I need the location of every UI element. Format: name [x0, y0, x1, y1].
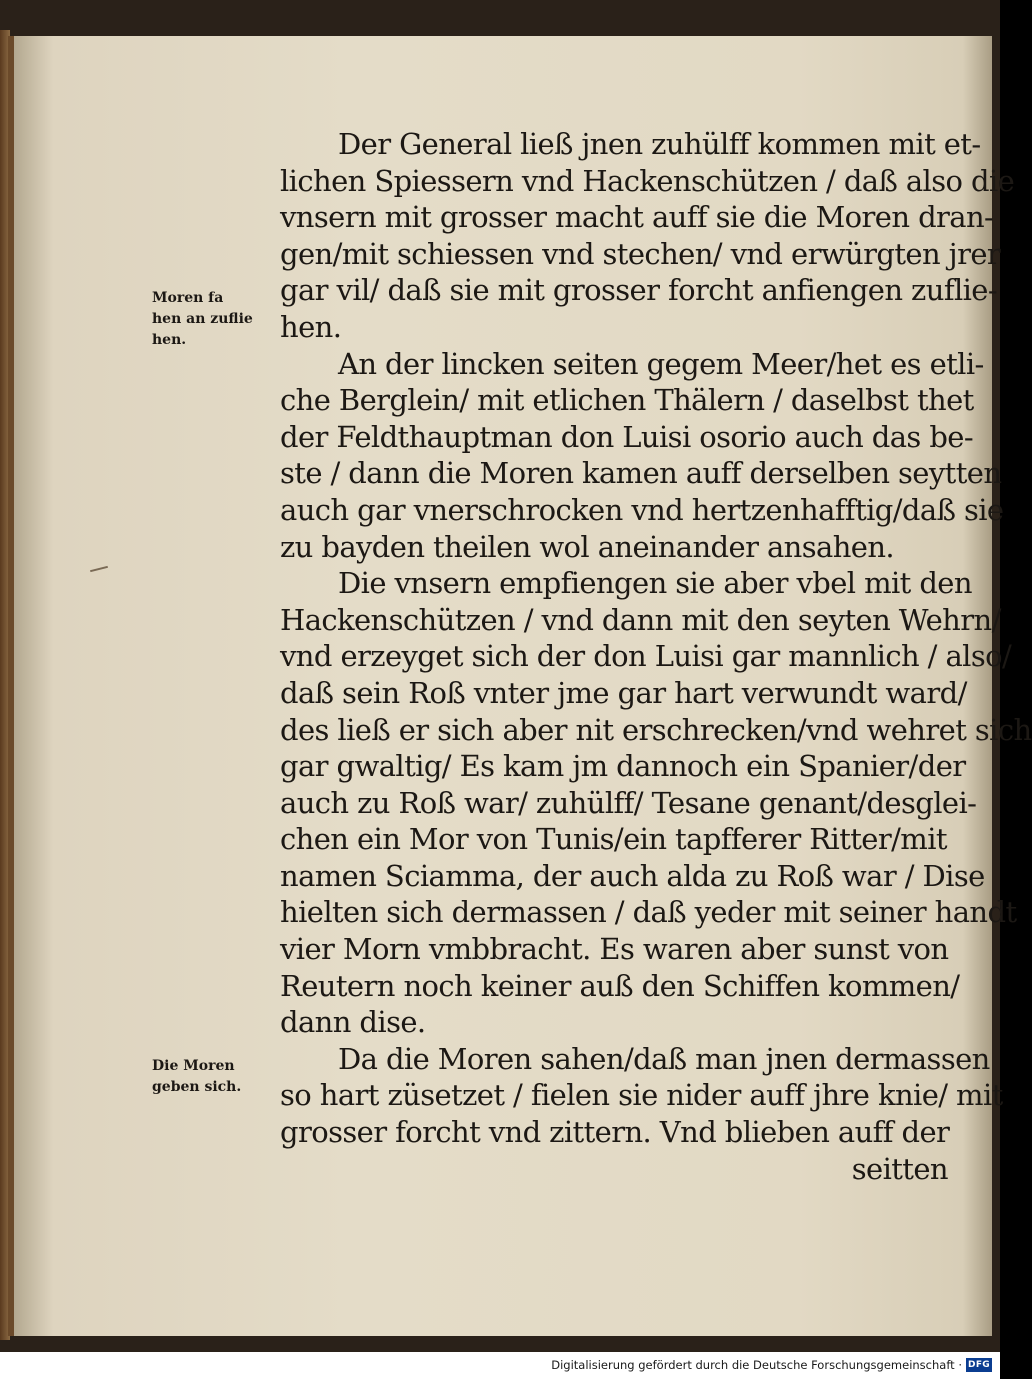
text-line: auch zu Roß war/ zuhülff/ Tesane genant/desglei-	[280, 785, 977, 820]
text-line: der Feldthauptman don Luisi osorio auch das be-	[280, 419, 974, 454]
text-line: daß sein Roß vnter jme gar hart verwundt ward/	[280, 675, 967, 710]
marginal-note-line: hen an zuflie	[152, 311, 253, 327]
text-line: so hart züsetzet / fielen sie nider auff jhre knie/ mit	[280, 1078, 1003, 1113]
text-line: zu bayden theilen wol aneinander ansahen.	[280, 529, 895, 564]
page-text	[280, 126, 1032, 1187]
text-line: dann dise.	[280, 1005, 426, 1040]
marginal-note	[152, 288, 253, 351]
text-line: Die vnsern empfiengen sie aber vbel mit den	[338, 566, 972, 601]
text-line: grosser forcht vnd zittern. Vnd blieben auff der	[280, 1115, 950, 1150]
marginal-note-line: Moren fa	[152, 290, 224, 306]
text-line: gar vil/ daß sie mit grosser forcht anfiengen zuflie-	[280, 273, 998, 308]
text-line: gen/mit schiessen vnd stechen/ vnd erwürgten jrer	[280, 236, 1001, 271]
text-line: namen Sciamma, der auch alda zu Roß war / Dise	[280, 858, 985, 893]
text-line: hielten sich dermassen / daß yeder mit seiner handt	[280, 895, 1017, 930]
marginal-note-line: Die Moren	[152, 1058, 235, 1074]
text-line: vnd erzeyget sich der don Luisi gar mannlich / also/	[280, 639, 1012, 674]
footer-bar	[0, 1352, 1000, 1379]
text-line: chen ein Mor von Tunis/ein tapfferer Ritter/mit	[280, 822, 947, 857]
catchword: seitten	[851, 1151, 948, 1186]
marginal-note-line: geben sich.	[152, 1079, 242, 1095]
text-line: lichen Spiessern vnd Hackenschützen / daß also die	[280, 163, 1015, 198]
text-line: des ließ er sich aber nit erschrecken/vnd wehret sich	[280, 712, 1032, 747]
text-line: auch gar vnerschrocken vnd hertzenhafftig/daß sie	[280, 492, 1004, 527]
marginal-note	[152, 1056, 241, 1098]
text-line: An der lincken seiten gegem Meer/het es etli-	[338, 346, 984, 381]
text-line: Der General ließ jnen zuhülff kommen mit et-	[338, 127, 981, 161]
text-line: Da die Moren sahen/daß man jnen dermassen	[338, 1041, 990, 1076]
text-line: vier Morn vmbbracht. Es waren aber sunst von	[280, 932, 949, 967]
footer-credit: Digitalisierung gefördert durch die Deutsche Forschungsgemeinschaft ·	[551, 1358, 962, 1372]
dfg-logo: DFG	[966, 1358, 992, 1372]
text-line: che Berglein/ mit etlichen Thälern / daselbst thet	[280, 383, 974, 418]
text-line: vnsern mit grosser macht auff sie die Moren dran-	[280, 200, 994, 235]
text-line: hen.	[280, 309, 342, 344]
text-line: Reutern noch keiner auß den Schiffen kommen/	[280, 968, 960, 1003]
text-line: Hackenschützen / vnd dann mit den seyten Wehrn/	[280, 602, 1001, 637]
marginal-note-line: hen.	[152, 332, 187, 348]
text-line: ste / dann die Moren kamen auff derselben seytten	[280, 456, 1002, 491]
text-line: gar gwaltig/ Es kam jm dannoch ein Spanier/der	[280, 749, 966, 784]
